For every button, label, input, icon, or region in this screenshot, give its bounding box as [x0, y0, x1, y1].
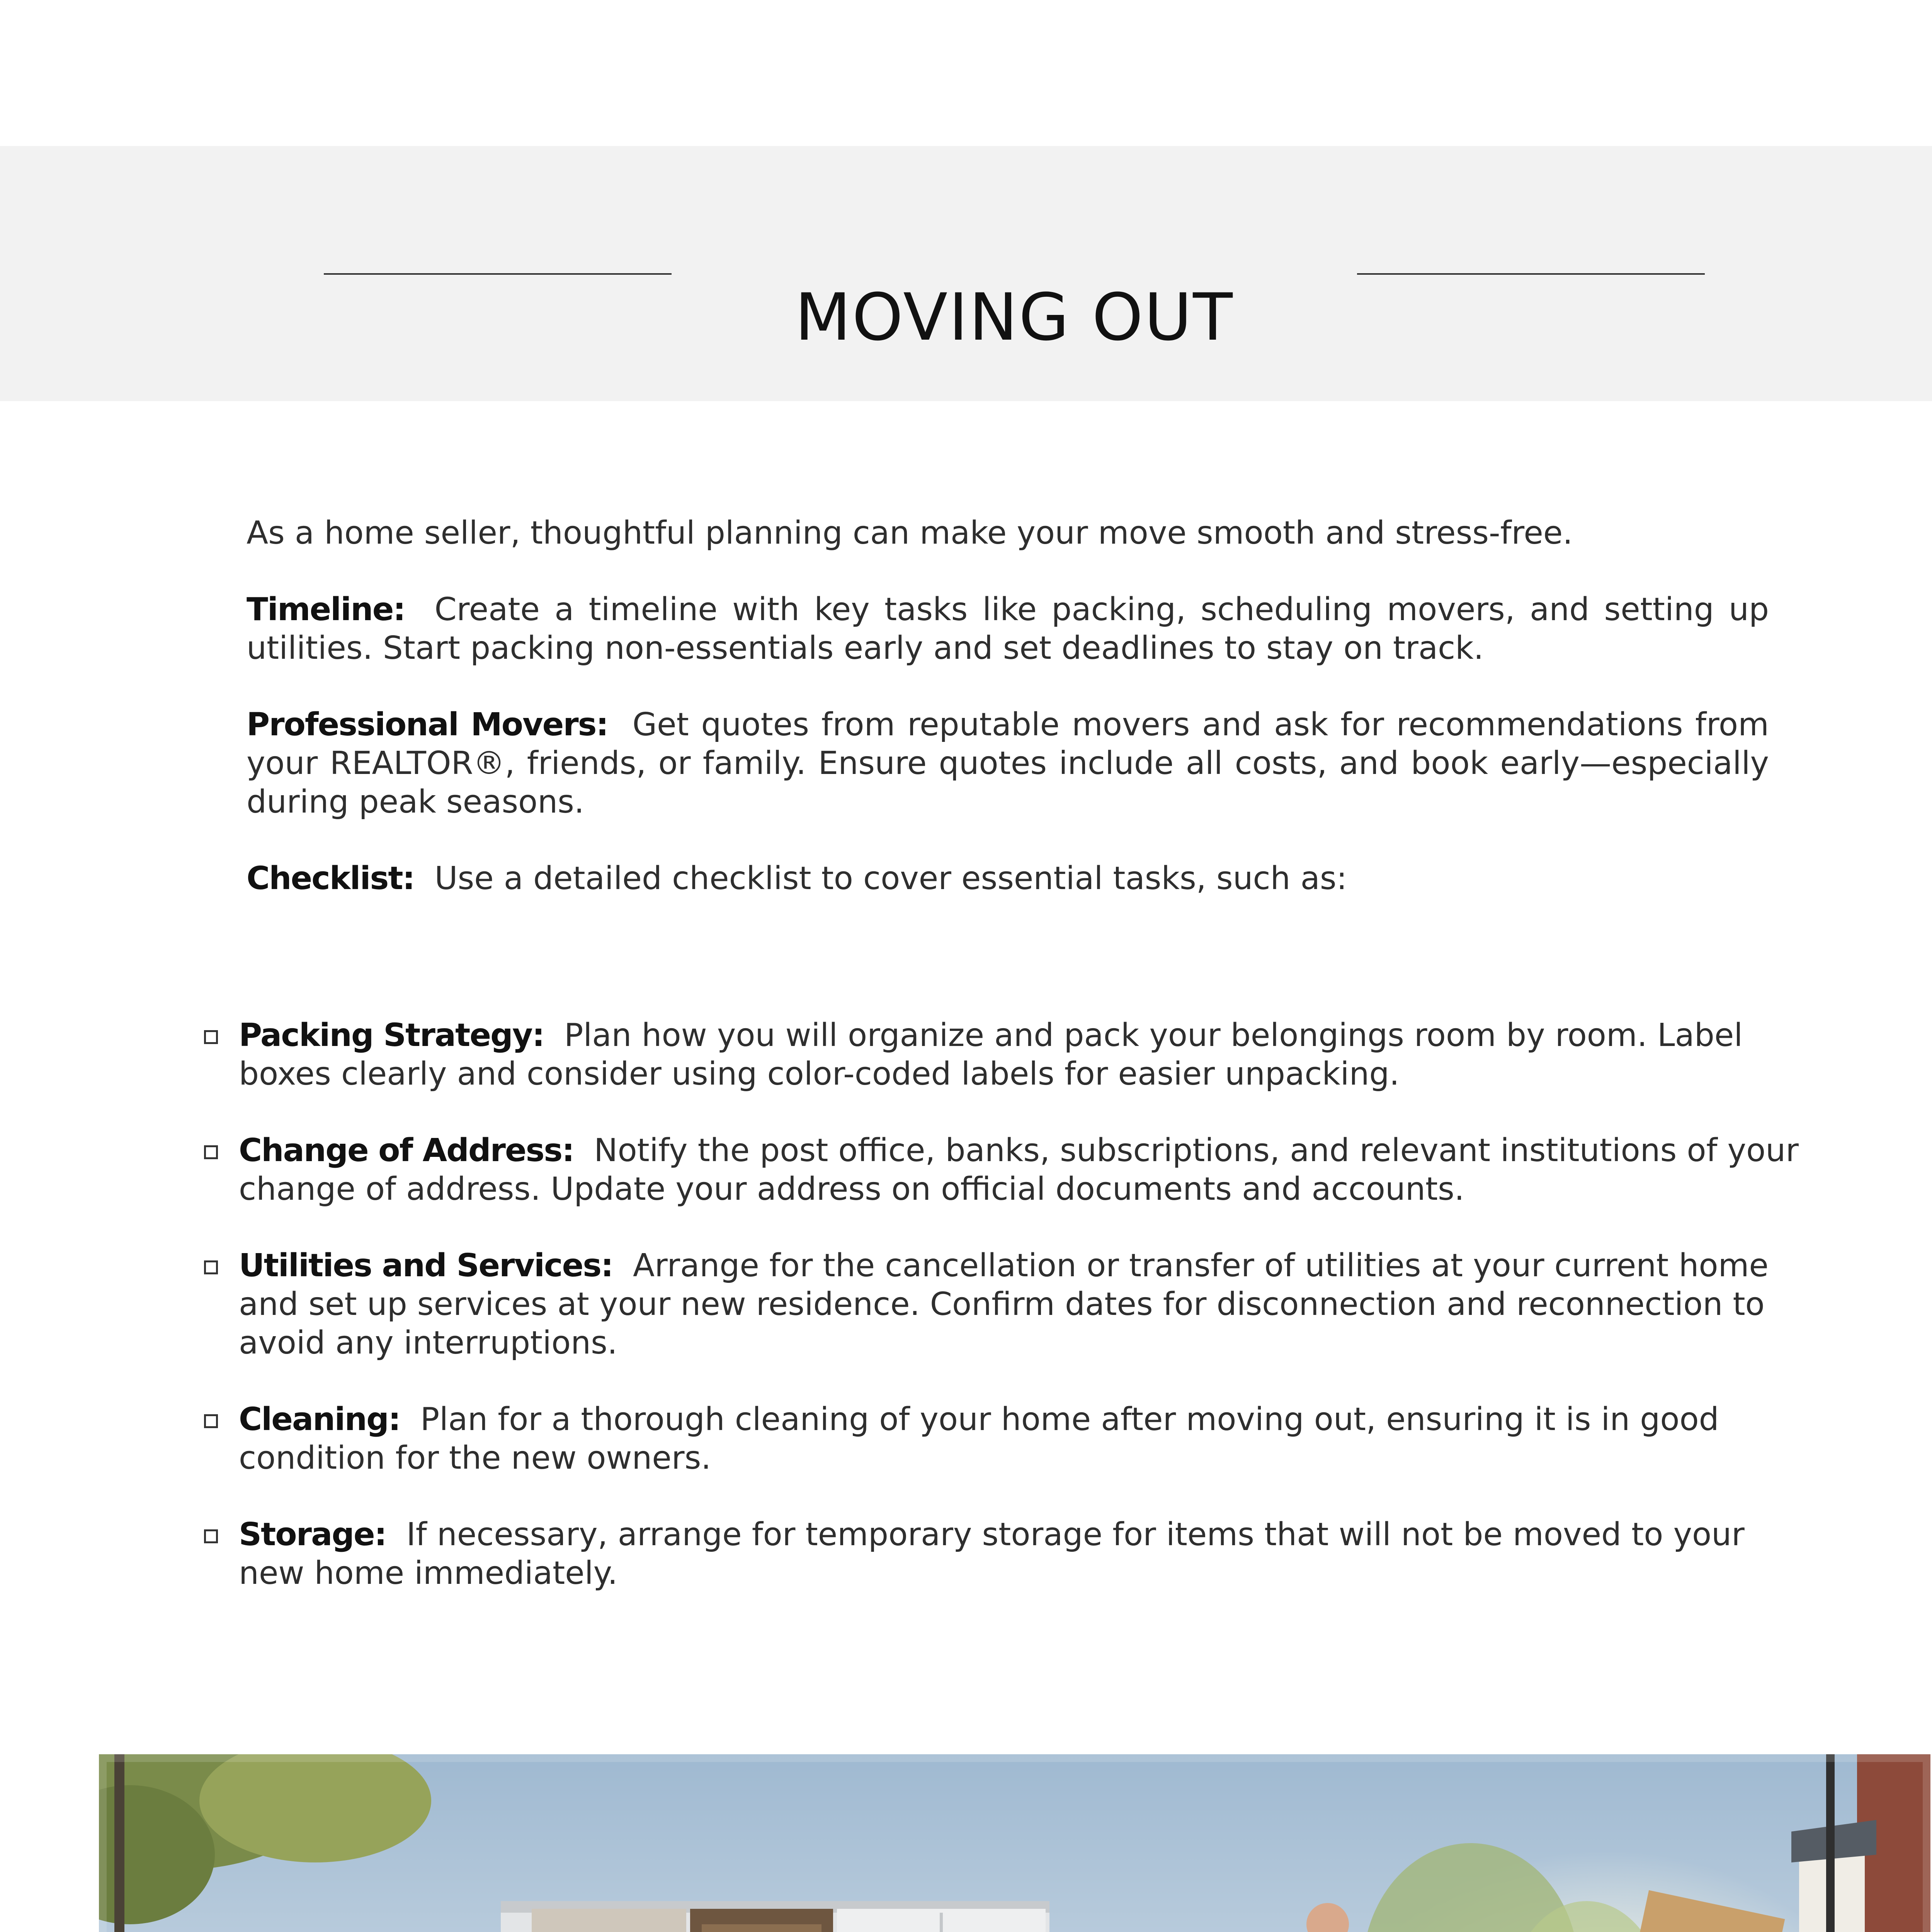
timeline-text: Create a timeline with key tasks like packing, scheduling movers, and setting up utilities. Start packing non-essentials early and set deadlines to stay on track. [247, 591, 1769, 667]
checklist-item-address [201, 1131, 1804, 1209]
movers-label: Professional Movers: [247, 706, 608, 743]
checklist-item-label: Cleaning: [239, 1401, 400, 1438]
checkbox-icon[interactable] [204, 1414, 218, 1428]
checklist-item-label: Storage: [239, 1516, 386, 1553]
movers-photo [99, 1754, 1930, 1932]
checklist-item-text: Arrange for the cancellation or transfer of utilities at your current home and set up services at your new residence. Confirm dates for disconnection and reconnection to avoid any interruptions. [239, 1247, 1769, 1361]
timeline-label: Timeline: [247, 591, 405, 628]
page-title: MOVING OUT [795, 279, 1234, 355]
checklist [201, 1016, 1804, 1631]
checklist-intro-paragraph [247, 859, 1769, 898]
checklist-label: Checklist: [247, 860, 415, 897]
checkbox-icon[interactable] [204, 1145, 218, 1159]
movers-paragraph [247, 706, 1769, 821]
checklist-item-cleaning [201, 1400, 1804, 1478]
checkbox-icon[interactable] [204, 1260, 218, 1274]
checklist-item-label: Utilities and Services: [239, 1247, 613, 1284]
movers-text: Get quotes from reputable movers and ask for recommendations from your REALTOR®, friends, or family. Ensure quotes include all costs, and book early—especially during peak seasons. [247, 706, 1769, 820]
checklist-item-text: Plan how you will organize and pack your belongings room by room. Label boxes clearly and consider using color-coded labels for easier unpacking. [239, 1017, 1743, 1092]
checklist-item-label: Packing Strategy: [239, 1017, 544, 1054]
checklist-item-packing [201, 1016, 1804, 1094]
header-band [0, 146, 1932, 401]
checklist-item-utilities [201, 1247, 1804, 1362]
checklist-item-label: Change of Address: [239, 1132, 574, 1169]
header-rule-right [1357, 273, 1705, 275]
checklist-item-text: Notify the post office, banks, subscriptions, and relevant institutions of your change of address. Update your address on official documents and accounts. [239, 1132, 1799, 1208]
checklist-item-text: If necessary, arrange for temporary storage for items that will not be moved to your new home immediately. [239, 1516, 1745, 1592]
timeline-paragraph [247, 590, 1769, 668]
checklist-item-storage [201, 1515, 1804, 1593]
checklist-intro-text: Use a detailed checklist to cover essential tasks, such as: [434, 860, 1347, 897]
checkbox-icon[interactable] [204, 1529, 218, 1543]
intro-block [247, 514, 1769, 936]
intro-paragraph: As a home seller, thoughtful planning can make your move smooth and stress-free. [247, 515, 1573, 551]
checkbox-icon[interactable] [204, 1030, 218, 1044]
checklist-item-text: Plan for a thorough cleaning of your home after moving out, ensuring it is in good condition for the new owners. [239, 1401, 1719, 1476]
